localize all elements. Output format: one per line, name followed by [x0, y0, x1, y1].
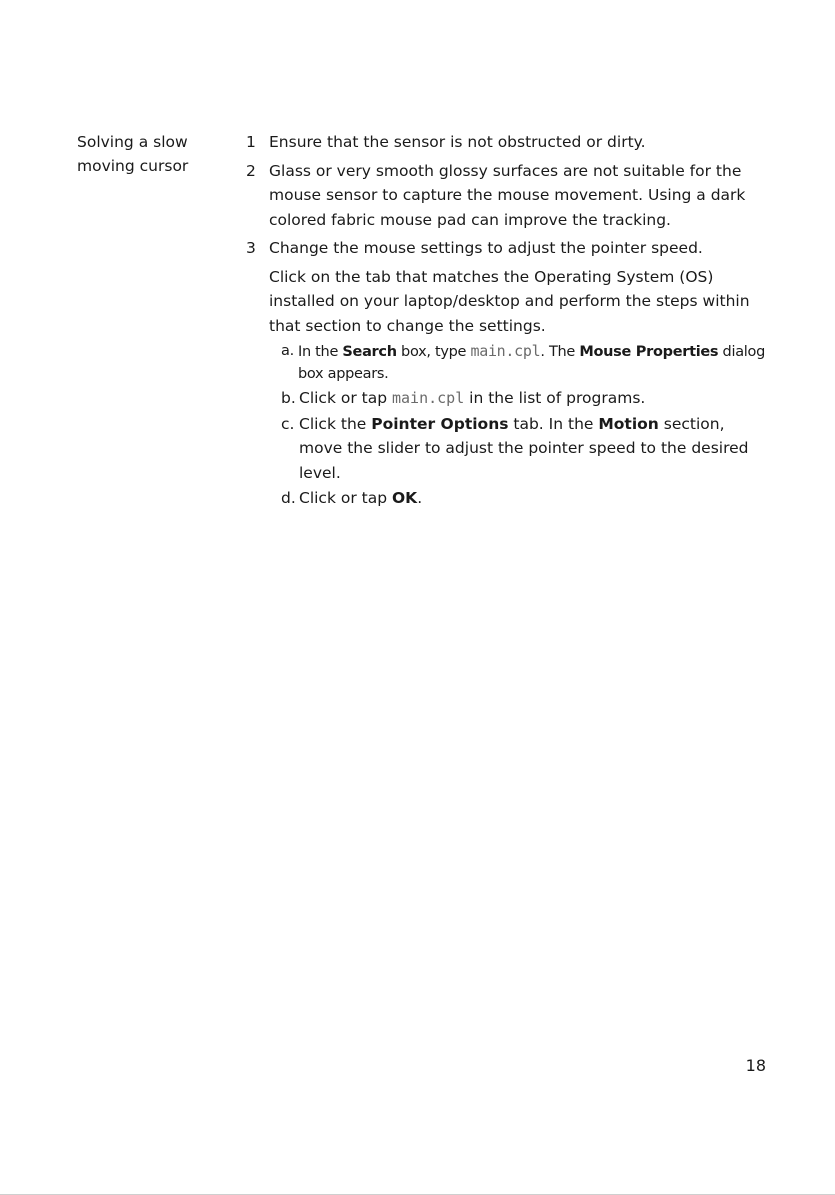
step-number: 1 [246, 133, 256, 151]
step-2 [246, 159, 766, 233]
substep-c [281, 412, 766, 486]
substep-b [281, 386, 766, 411]
page-number: 18 [745, 1056, 766, 1075]
step-text: Glass or very smooth glossy surfaces are not suitable for the mouse sensor to capture the mouse movement. Using a dark colored fabric mouse pad can improve the tracking. [269, 161, 746, 229]
step-1 [246, 130, 766, 155]
substep-text: Click the Pointer Options tab. In the Motion section, move the slider to adjust the pointer speed to the desired level. [299, 414, 749, 482]
step-text: Change the mouse settings to adjust the pointer speed. [269, 239, 703, 257]
ui-term-motion: Motion [598, 414, 659, 433]
ui-term-mouse-properties: Mouse Properties [579, 344, 719, 360]
substep-text: In the Search box, type main.cpl. The Mouse Properties dialog box appears. [298, 342, 765, 382]
section-label: Solving a slow moving cursor [77, 133, 189, 175]
substep-a [281, 340, 766, 385]
command-code: main.cpl [470, 342, 541, 360]
ui-term-search: Search [342, 344, 397, 360]
substep-letter: a. [281, 343, 294, 359]
substep-text: Click or tap OK. [299, 489, 423, 507]
step-3 [246, 236, 766, 261]
substep-list [281, 340, 766, 511]
ui-term-ok: OK [392, 489, 418, 507]
substep-letter: b. [281, 389, 296, 407]
substep-letter: c. [281, 414, 295, 433]
step-number: 3 [246, 239, 256, 257]
step-number: 2 [246, 161, 256, 180]
step-3-note: Click on the tab that matches the Operating System (OS) installed on your laptop/desktop and perform the steps within that section to change the settings. [269, 267, 750, 335]
ui-term-pointer-options: Pointer Options [371, 414, 509, 433]
instruction-list [246, 130, 766, 512]
step-text: Ensure that the sensor is not obstructed or dirty. [269, 133, 646, 151]
substep-letter: d. [281, 489, 296, 507]
command-code: main.cpl [392, 389, 465, 407]
substep-d [281, 486, 766, 511]
substep-text: Click or tap main.cpl in the list of programs. [299, 389, 646, 407]
